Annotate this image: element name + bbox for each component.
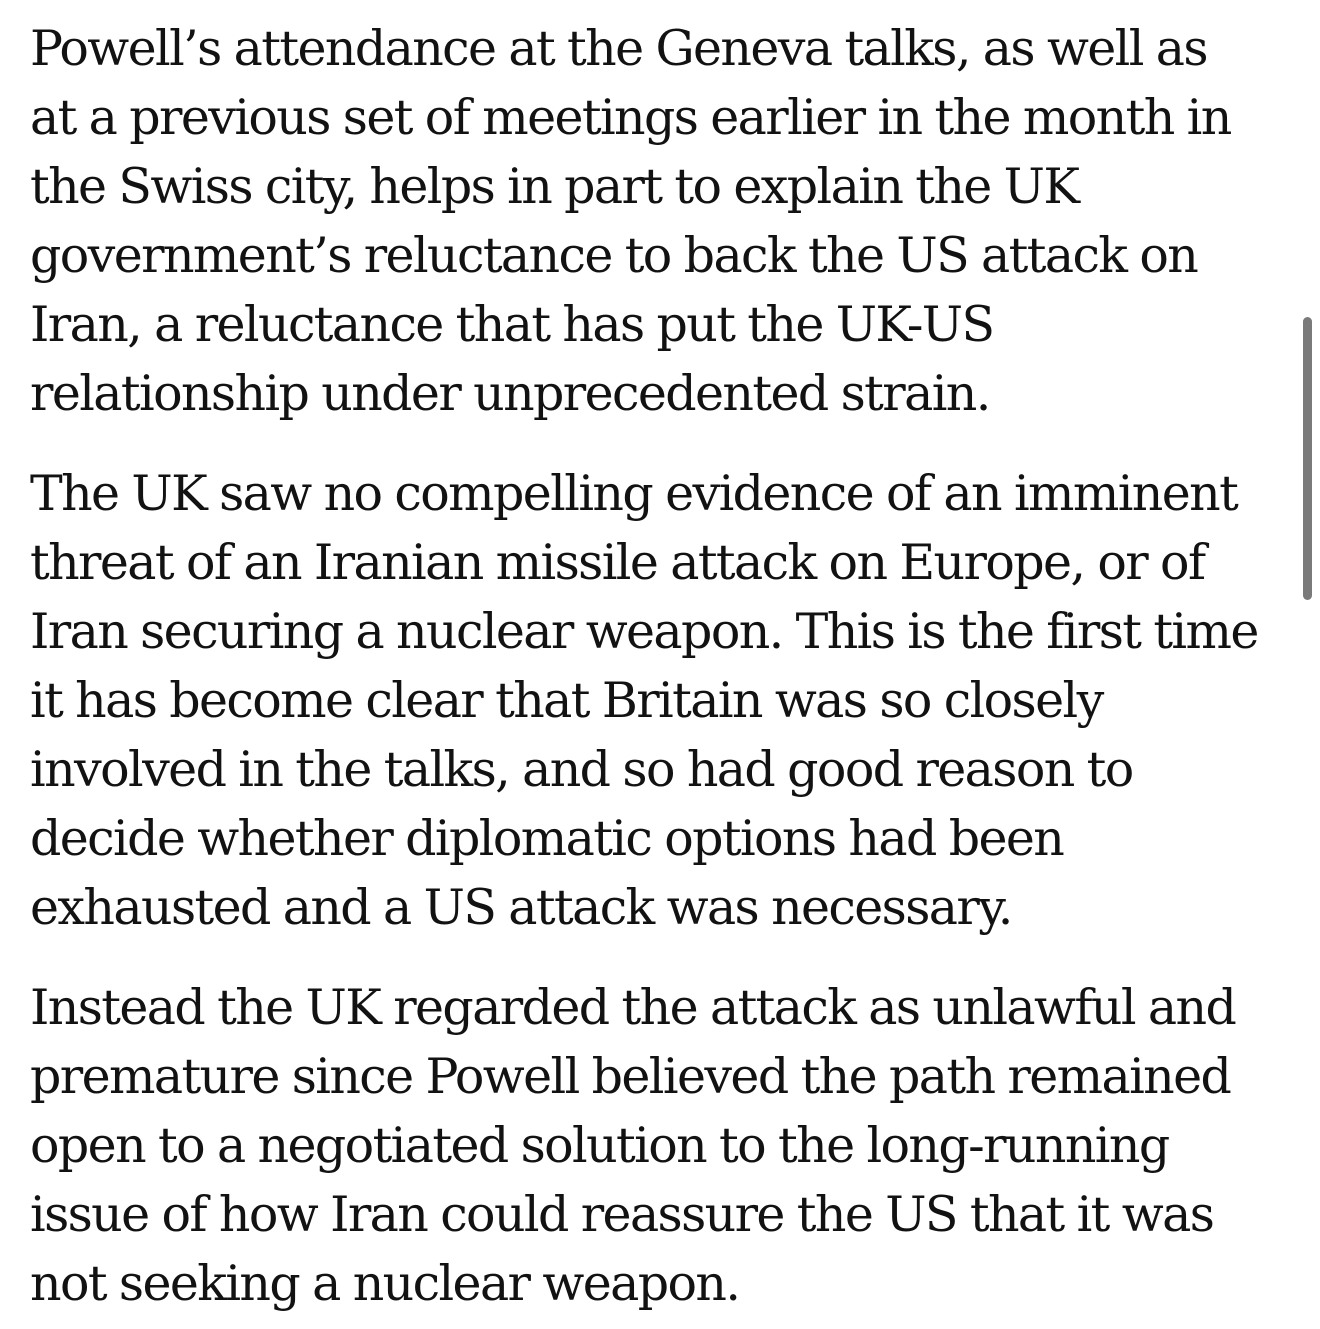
paragraph-2 (30, 459, 1298, 942)
paragraph-line: The UK saw no compelling evidence of an imminent (30, 465, 1238, 522)
paragraph-line: Iran securing a nuclear weapon. This is the first time (30, 603, 1258, 660)
vertical-scrollbar[interactable] (1300, 0, 1320, 1329)
article-body (30, 14, 1298, 1318)
paragraph-spacer (30, 942, 1298, 973)
paragraph-line: the Swiss city, helps in part to explain the UK (30, 158, 1079, 215)
paragraph-line: threat of an Iranian missile attack on Europe, or of (30, 534, 1205, 591)
paragraph-line: government’s reluctance to back the US attack on (30, 227, 1198, 284)
paragraph-line: exhausted and a US attack was necessary. (30, 879, 1012, 936)
paragraph-line: open to a negotiated solution to the long-running (30, 1117, 1169, 1174)
paragraph-line: Instead the UK regarded the attack as unlawful and (30, 979, 1236, 1036)
paragraph-1 (30, 14, 1298, 428)
paragraph-line: not seeking a nuclear weapon. (30, 1255, 740, 1312)
paragraph-line: relationship under unprecedented strain. (30, 365, 990, 422)
paragraph-line: involved in the talks, and so had good reason to (30, 741, 1133, 798)
paragraph-3 (30, 973, 1298, 1318)
paragraph-spacer (30, 428, 1298, 459)
paragraph-line: at a previous set of meetings earlier in the month in (30, 89, 1231, 146)
paragraph-line: Powell’s attendance at the Geneva talks, as well as (30, 20, 1207, 77)
paragraph-line: decide whether diplomatic options had been (30, 810, 1064, 867)
paragraph-line: issue of how Iran could reassure the US that it was (30, 1186, 1214, 1243)
paragraph-line: Iran, a reluctance that has put the UK-US (30, 296, 994, 353)
paragraph-line: it has become clear that Britain was so closely (30, 672, 1103, 729)
paragraph-line: premature since Powell believed the path remained (30, 1048, 1231, 1105)
scrollbar-thumb[interactable] (1303, 317, 1312, 600)
